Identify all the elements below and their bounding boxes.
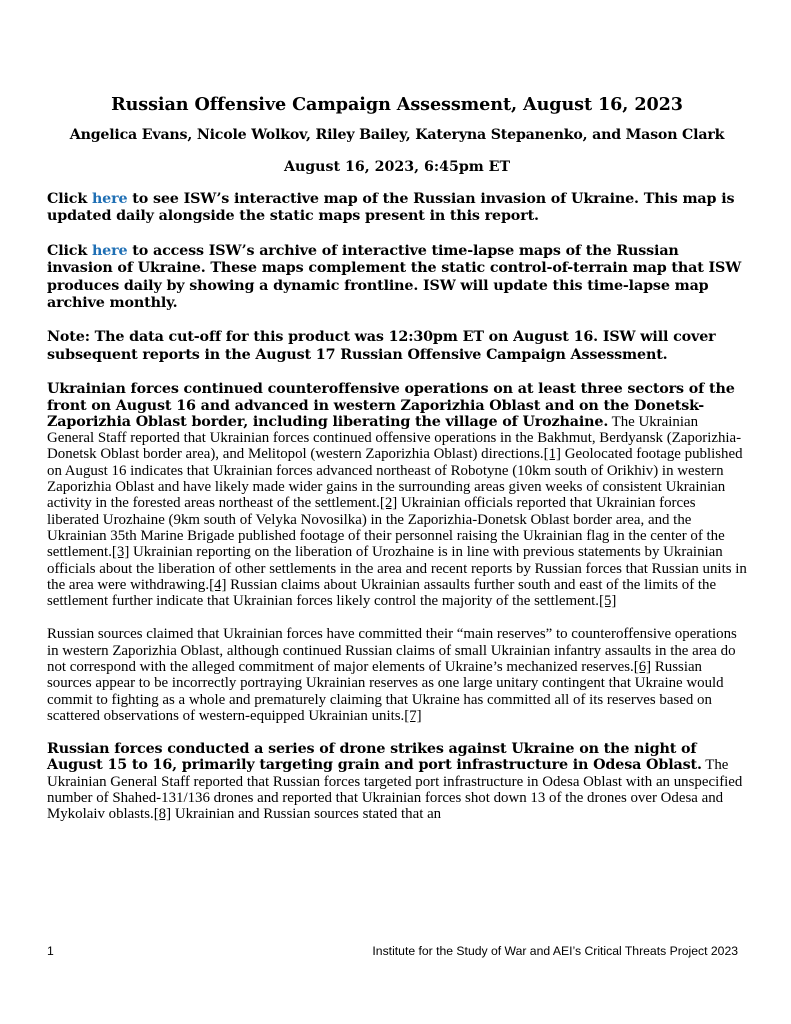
footnote-link[interactable]: [7] (404, 707, 422, 724)
paragraph-counteroffensive: Ukrainian forces continued counteroffensive operations on at least three sectors of the front on August 16 and advanced in western Zaporizhia Oblast and on the Donetsk-Zaporizhia Oblast border, including liberating the village of Urozhaine. The Ukrainian General Staff reported that Ukrainian forces continued offensive operations in the Bakhmut, Berdyansk (Zaporizhia-Donetsk Oblast border area), and Melitopol (western Zaporizhia Oblast) directions.[1] Geolocated footage published on August 16 indicates that Ukrainian forces advanced northeast of Robotyne (10km south of Orikhiv) in western Zaporizhia Oblast and have likely made wider gains in the surrounding areas given weeks of consistent Ukrainian activity in the forested areas northeast of the settlement.[2] Ukrainian officials reported that Ukrainian forces liberated Urozhaine (9km south of Velyka Novosilka) in the Zaporizhia-Donetsk Oblast border area, and the Ukrainian 35th Marine Brigade published footage of their personnel raising the Ukrainian flag in the center of the settlement.[3] Ukrainian reporting on the liberation of Urozhaine is in line with previous statements by Ukrainian officials about the liberation of other settlements in the area and recent reports by Russian forces that Russian units in the area were withdrawing.[4] Russian claims about Ukrainian assaults further south and east of the limits of the settlement further indicate that Ukrainian forces likely control the majority of the settlement.[5] (47, 381, 747, 610)
publication-date: August 16, 2023, 6:45pm ET (283, 159, 511, 175)
footnote-link[interactable]: [5] (599, 593, 617, 610)
authors-line: Angelica Evans, Nicole Wolkov, Riley Bailey, Kateryna Stepanenko, and Mason Clark (69, 127, 725, 143)
footnote-link[interactable]: [1] (543, 446, 561, 463)
page-title: Russian Offensive Campaign Assessment, August 16, 2023 (111, 94, 683, 115)
timelapse-archive-link[interactable]: here (91, 242, 128, 259)
footnote-link[interactable]: [6] (633, 659, 652, 675)
document-page (47, 94, 747, 823)
footnote-link[interactable]: [3] (111, 544, 130, 561)
timelapse-archive-notice: Click here to access ISW’s archive of interactive time-lapse maps of the Russian invasion of Ukraine. These maps complement the static control-of-terrain map that ISW produces daily by showing a dynamic frontline. ISW will update this time-lapse map archive monthly. (47, 242, 742, 312)
data-cutoff-note: Note: The data cut-off for this product was 12:30pm ET on August 16. ISW will cover subsequent reports in the August 17 Russian Offensive Campaign Assessment. (47, 329, 716, 363)
page-footer (47, 944, 738, 960)
paragraph-reserves: Russian sources claimed that Ukrainian forces have committed their “main reserves” to counteroffensive operations in western Zaporizhia Oblast, although continued Russian claims of small Ukrainian infantry assaults in the area do not correspond with the alleged commitment of major elements of Ukraine’s mechanized reserves.[6] Russian sources appear to be incorrectly portraying Ukrainian reserves as one large unitary contingent that Ukraine would commit to fighting as a whole and prematurely claiming that Ukraine has committed all of its reserves based on scattered observations of western-equipped Ukrainian units.[7] (47, 626, 737, 724)
page-number: 1 (47, 944, 54, 958)
footnote-link[interactable]: [2] (379, 495, 398, 512)
paragraph-lead: Russian forces conducted a series of drone strikes against Ukraine on the night of August 15 to 16, primarily targeting grain and port infrastructure in Odesa Oblast. (47, 741, 702, 774)
footer-organization: Institute for the Study of War and AEI’s Critical Threats Project 2023 (372, 944, 738, 958)
interactive-map-notice: Click here to see ISW’s interactive map of the Russian invasion of Ukraine. This map is updated daily alongside the static maps present in this report. (47, 191, 735, 225)
paragraph-drone-strikes: Russian forces conducted a series of drone strikes against Ukraine on the night of August 15 to 16, primarily targeting grain and port infrastructure in Odesa Oblast. The Ukrainian General Staff reported that Russian forces targeted port infrastructure in Odesa Oblast with an unspecified number of Shahed-131/136 drones and reported that Ukrainian forces shot down 13 of the drones over Odesa and Mykolaiv oblasts.[8] Ukrainian and Russian sources stated that an (47, 741, 743, 823)
footnote-link[interactable]: [4] (209, 576, 227, 593)
interactive-map-link[interactable]: here (91, 191, 128, 207)
footnote-link[interactable]: [8] (153, 806, 172, 823)
paragraph-lead: Ukrainian forces continued counteroffensive operations on at least three sectors of the front on August 16 and advanced in western Zaporizhia Oblast and on the Donetsk-Zaporizhia Oblast border, including liberating the village of Urozhaine. (47, 381, 735, 430)
